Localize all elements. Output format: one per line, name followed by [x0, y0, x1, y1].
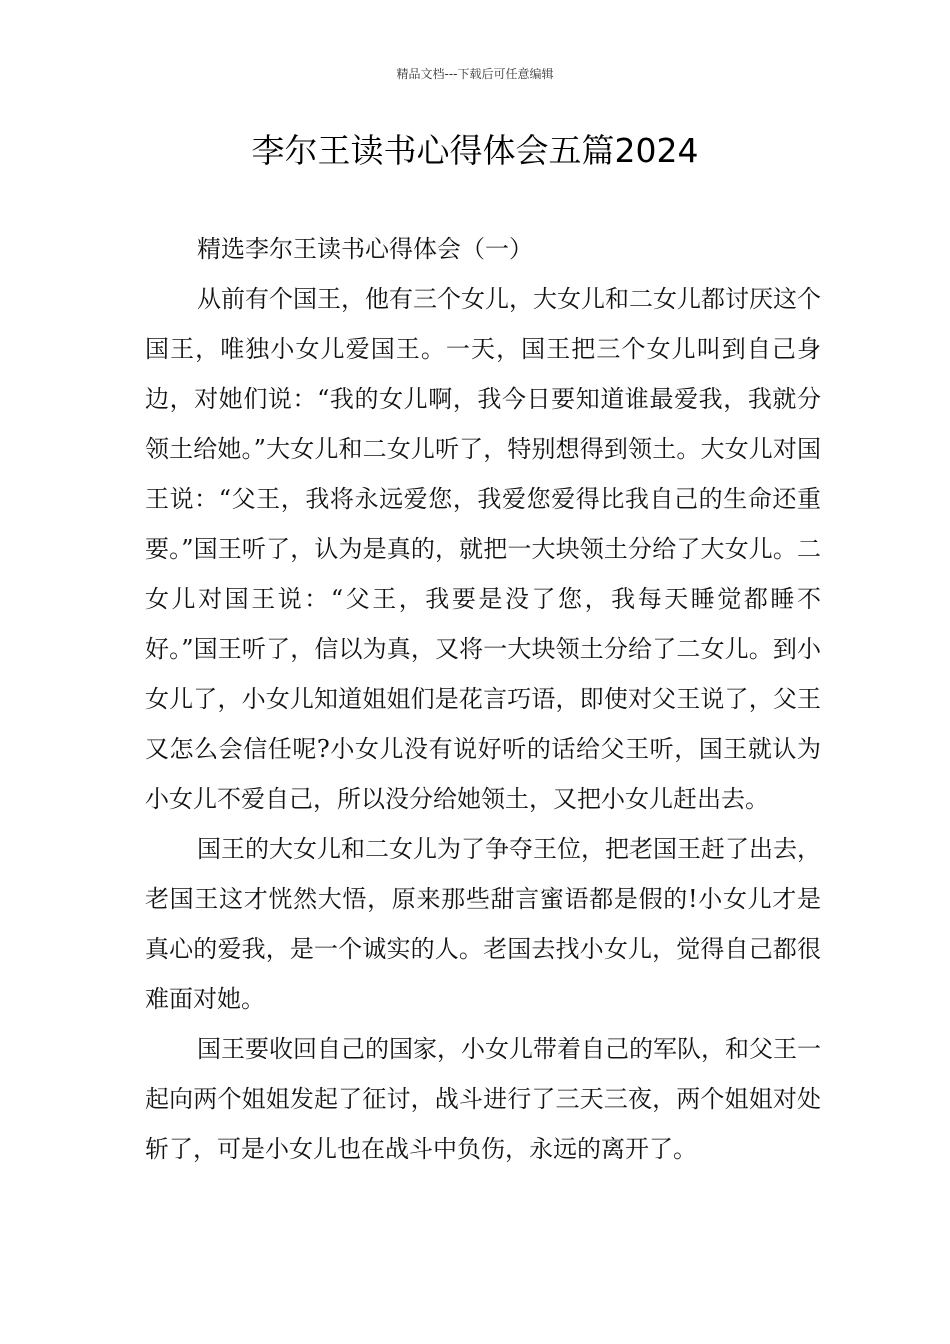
running-header: 精品文档---下载后可任意编辑 — [396, 67, 554, 81]
body-paragraph-2: 国王的大女儿和二女儿为了争夺王位，把老国王赶了出去，老国王这才恍然大悟，原来那些甜言蜜语都是假的!小女儿才是真心的爱我，是一个诚实的人。老国去找小女儿，觉得自己都很难面对她。 — [145, 835, 821, 1013]
document-body — [145, 224, 821, 1174]
body-paragraph-3: 国王要收回自己的国家，小女儿带着自己的军队，和父王一起向两个姐姐发起了征讨，战斗进行了三天三夜，两个姐姐对处斩了，可是小女儿也在战斗中负伤，永远的离开了。 — [145, 1035, 821, 1163]
section-heading: 精选李尔王读书心得体会（一） — [197, 235, 533, 263]
body-paragraph-1: 从前有个国王，他有三个女儿，大女儿和二女儿都讨厌这个国王，唯独小女儿爱国王。一天，国王把三个女儿叫到自己身边，对她们说：“我的女儿啊，我今日要知道谁最爱我，我就分领土给她。”大女儿和二女儿听了，特别想得到领土。大女儿对国王说：“父王，我将永远爱您，我爱您爱得比我自己的生命还重要。”国王听了，认为是真的，就把一大块领土分给了大女儿。二女儿对国王说：“父王，我要是没了您，我每天睡觉都睡不好。”国王听了，信以为真，又将一大块领土分给了二女儿。到小女儿了，小女儿知道姐姐们是花言巧语，即使对父王说了，父王又怎么会信任呢?小女儿没有说好听的话给父王听，国王就认为小女儿不爱自己，所以没分给她领土，又把小女儿赶出去。 — [145, 285, 821, 813]
document-title: 李尔王读书心得体会五篇2024 — [251, 131, 699, 170]
